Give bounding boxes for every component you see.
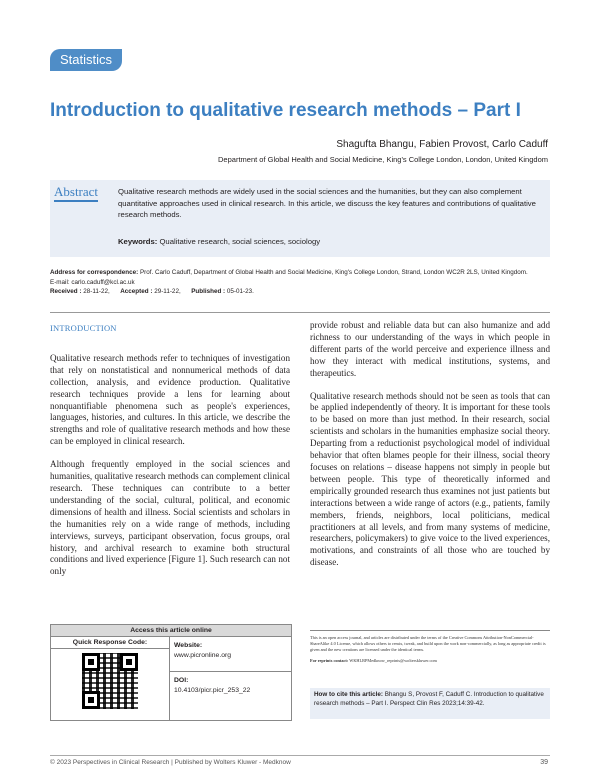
accepted-label: Accepted :	[120, 288, 153, 295]
citation-box	[310, 688, 550, 719]
body-paragraph: Although frequently employed in the social sciences and humanities, qualitative research methods can complement clinical research. These techniques can contribute to a better understanding of the social, cultural, political, and economic dimensions of health and illness. Social scientists and scholars in the humanities rely on a wide range of methods, including interviews, surveys, participant observation, focus groups, oral history, and archival research to examine both structural conditions and lived experience [Figure 1]. Such research can not only	[50, 459, 290, 577]
keywords-value: Qualitative research, social sciences, sociology	[159, 237, 321, 246]
body-paragraph: Qualitative research methods refer to techniques of investigation that rely on nonstatistical and nonnumerical methods of data collection, analysis, and evidence production. Qualitative research techniques provide a lens for learning about nonquantifiable phenomena such as people's experiences, languages, histories, and cultures. In this article, we describe the strengths and role of qualitative research methods and how these can be employed in clinical research.	[50, 352, 290, 447]
reprints-contact	[310, 658, 550, 664]
correspondence-block	[50, 268, 550, 297]
correspondence-label: Address for correspondence:	[50, 269, 139, 276]
left-column	[50, 320, 290, 589]
header-divider	[50, 312, 550, 313]
correspondence-text: Prof. Carlo Caduff, Department of Global Health and Social Medicine, King's College London, Strand, London WC2R 2LS, United Kingdom.	[139, 269, 528, 276]
license-note	[310, 630, 550, 664]
article-title: Introduction to qualitative research methods – Part I	[50, 100, 521, 121]
article-dates	[50, 287, 550, 297]
author-list: Shagufta Bhangu, Fabien Provost, Carlo Caduff	[336, 139, 548, 150]
keywords-label: Keywords:	[118, 237, 158, 246]
page-number: 39	[540, 759, 548, 766]
received-label: Received :	[50, 288, 82, 295]
right-column	[310, 320, 550, 580]
website-label: Website:	[174, 642, 203, 649]
citation-text: Bhangu S, Provost F, Caduff C. Introduction to qualitative research methods – Part I. Perspect Clin Res 2023;14:39-42.	[314, 691, 544, 707]
access-heading: Access this article online	[51, 625, 291, 637]
introduction-heading: INTRODUCTION	[50, 323, 117, 333]
accepted-date: 29-11-22,	[154, 288, 181, 295]
website-link[interactable]: www.picronline.org	[174, 652, 232, 659]
doi-link[interactable]: 10.4103/picr.picr_253_22	[174, 687, 251, 694]
footer-divider	[50, 755, 550, 756]
abstract-text: Qualitative research methods are widely used in the social sciences and the humanities, but they can also complement quantitative approaches used in clinical research. In this article, we discuss the key features and contributions of qualitative research methods.	[118, 187, 536, 219]
access-links	[170, 637, 291, 720]
correspondence-email[interactable]: E-mail: carlo.caduff@kcl.ac.uk	[50, 278, 135, 286]
body-paragraph: provide robust and reliable data but can also humanize and add richness to our understanding of the ways in which people in different parts of the world perceive and experience illness and how they interact with medical institutions, systems, and therapeutics.	[310, 320, 550, 378]
footer-text: © 2023 Perspectives in Clinical Research | Published by Wolters Kluwer - Medknow	[50, 759, 291, 766]
license-text: This is an open access journal, and articles are distributed under the terms of the Creative Commons Attribution-NonCommercial-ShareAlike 4.0 License, which allows others to remix, tweak, and build upon the work non-commercially, as long as appropriate credit is given and the new creations are licensed under the identical terms.	[310, 635, 546, 652]
received-date: 28-11-22,	[83, 288, 110, 295]
correspondence-address	[50, 268, 550, 278]
section-tag: Statistics	[50, 49, 122, 71]
citation-label: How to cite this article:	[314, 691, 383, 698]
qr-label: Quick Response Code:	[51, 637, 169, 649]
reprints-email[interactable]: WKHLRPMedknow_reprints@wolterskluwer.com	[349, 658, 437, 663]
reprints-label: For reprints contact:	[310, 658, 349, 663]
keywords	[118, 236, 548, 247]
abstract-heading: Abstract	[54, 184, 98, 202]
published-date: 05-01-23.	[226, 288, 254, 295]
qr-section	[51, 637, 170, 720]
qr-code-icon[interactable]	[82, 653, 138, 709]
doi-label: DOI:	[174, 677, 189, 684]
body-paragraph: Qualitative research methods should not be seen as tools that can be applied independently of theory. It is important for these tools to be based on more than just method. In their research, social scientists and scholars in the humanities emphasize social theory. Departing from a reductionist psychological model of individual behavior that often blames people for their illness, social theory focuses on relations – disease happens not simply in people but between people. This type of theoretically informed and empirically grounded research thus examines not just patients but interactions between a wide range of actors (e.g., patients, family members, friends, neighbors, local politicians, medical practitioners at all levels, and from many systems of medicine, researchers, policymakers) to give voice to the lived experiences, motivations, and constraints of all those who are touched by disease.	[310, 390, 550, 568]
access-article-box	[50, 624, 292, 721]
published-label: Published :	[191, 288, 226, 295]
affiliation: Department of Global Health and Social Medicine, King's College London, London, United Kingdom	[218, 155, 548, 164]
